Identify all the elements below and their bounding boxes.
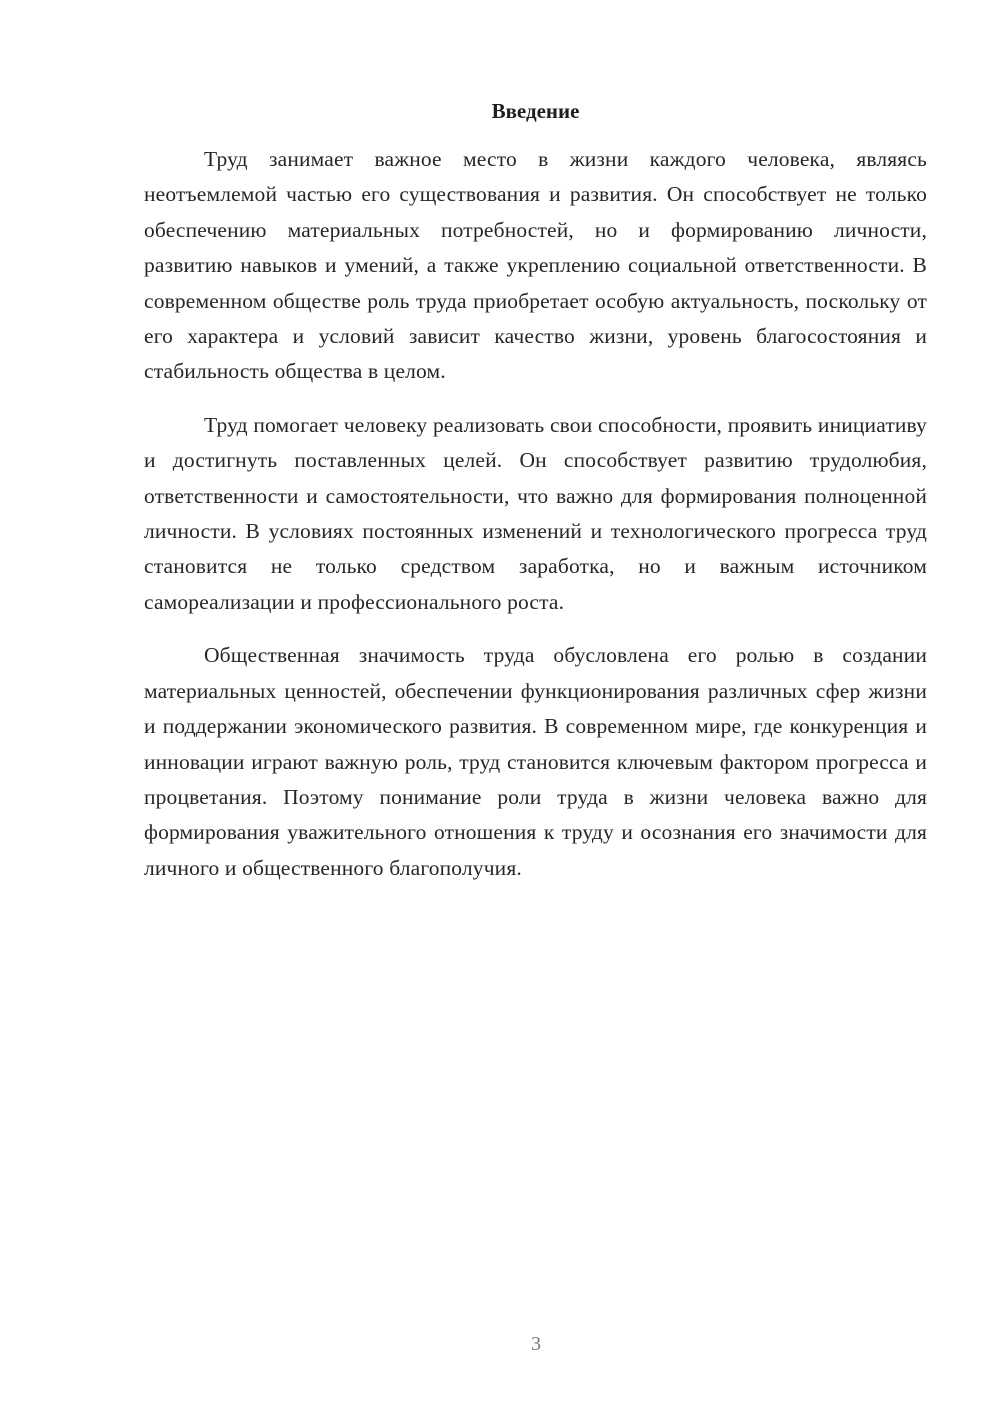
document-body xyxy=(144,142,927,904)
page-title: Введение xyxy=(491,99,580,123)
paragraph-3: Общественная значимость труда обусловлена его ролью в создании материальных ценностей, обеспечении функционирования различных сфер жизни и поддержании экономического развития. В современном мире, где конкуренция и инновации играют важную роль, труд становится ключевым фактором прогресса и процветания. Поэтому понимание роли труда в жизни человека важно для формирования уважительного отношения к труду и осознания его значимости для личного и общественного благополучия. xyxy=(144,643,927,880)
page-number: 3 xyxy=(531,1333,541,1355)
paragraph-2: Труд помогает человеку реализовать свои способности, проявить инициативу и достигнуть поставленных целей. Он способствует развитию трудолюбия, ответственности и самостоятельности, что важно для формирования полноценной личности. В условиях постоянных изменений и технологического прогресса труд становится не только средством заработка, но и важным источником самореализации и профессионального роста. xyxy=(144,412,927,614)
paragraph-1: Труд занимает важное место в жизни каждого человека, являясь неотъемлемой частью его существования и развития. Он способствует не только обеспечению материальных потребностей, но и формированию личности, развитию навыков и умений, а также укреплению социальной ответственности. В современном обществе роль труда приобретает особую актуальность, поскольку от его характера и условий зависит качество жизни, уровень благосостояния и стабильность общества в целом. xyxy=(144,147,927,384)
